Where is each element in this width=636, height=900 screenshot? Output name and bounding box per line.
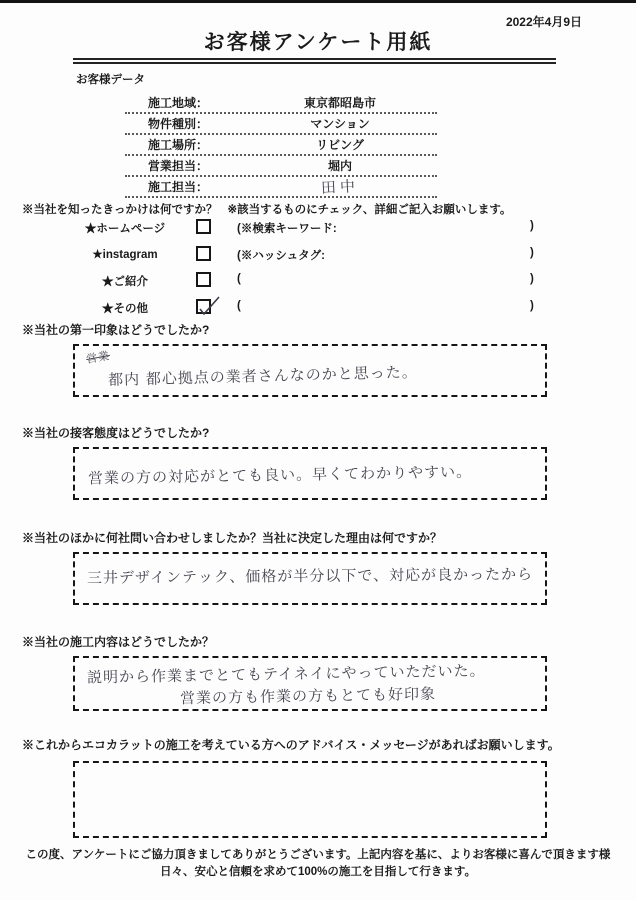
answer-box-decision-reason[interactable]	[73, 552, 547, 605]
scan-edge-line	[0, 0, 636, 3]
option-label: ★instagram	[92, 249, 158, 261]
other-checkbox[interactable]	[196, 299, 211, 314]
question-service-attitude: ※当社の接客態度はどうでしたか?	[22, 426, 210, 440]
answer-box-first-impression[interactable]	[73, 344, 547, 397]
option-detail-close: )	[530, 220, 534, 232]
question-construction-content: ※当社の施工内容はどうでしたか？	[22, 635, 215, 649]
page-title: お客様アンケート用紙	[203, 31, 433, 54]
form-date: 2022年4月9日	[505, 15, 582, 29]
handwritten-answer: 営業の方の対応がとても良い。早くてわかりやすい。	[87, 462, 473, 488]
title-double-rule	[73, 58, 556, 64]
referral-question: ※当社を知ったきっかけは何ですか？	[22, 204, 218, 216]
field-value: 東京都昭島市	[303, 96, 376, 110]
field-value: 堀内	[327, 159, 352, 173]
field-row-property-type	[125, 114, 437, 135]
introduction-checkbox[interactable]	[196, 272, 211, 287]
option-detail-close: )	[530, 247, 534, 259]
field-row-installer	[125, 177, 437, 198]
answer-box-advice-message-empty[interactable]	[73, 761, 547, 838]
question-advice-message: ※これからエコカラットの施工を考えている方へのアドバイス・メッセージがあればお願いします。	[22, 738, 560, 752]
option-detail-prefix: (※ハッシュタグ:	[237, 250, 325, 262]
customer-data-table	[125, 93, 437, 198]
referral-option-other	[0, 299, 636, 321]
field-label: 施工場所：	[148, 138, 209, 152]
field-value: マンション	[310, 117, 370, 131]
referral-instruction: ※該当するものにチェック、詳細ご記入お願いします。	[227, 204, 512, 216]
customer-data-heading: お客様データ	[76, 74, 145, 86]
field-row-location	[125, 135, 437, 156]
handwritten-installer-name: 田中	[320, 177, 360, 197]
footer-line-1: この度、アンケートにご協力頂きましてありがとうございます。上記内容を基に、よりお客様に喜んで頂きます様	[25, 849, 611, 861]
option-label: ★ホームページ	[84, 223, 166, 235]
answer-box-service-attitude[interactable]	[73, 447, 547, 500]
referral-option-introduction	[0, 272, 636, 294]
question-decision-reason: ※当社のほかに何社問い合わせしましたか？当社に決定した理由は何ですか？	[22, 531, 443, 545]
option-label: ★その他	[102, 303, 148, 315]
homepage-checkbox[interactable]	[196, 219, 211, 234]
referral-question-heading	[22, 201, 511, 217]
field-label: 施工担当：	[148, 180, 209, 194]
option-label: ★ご紹介	[102, 276, 148, 288]
field-label: 営業担当：	[148, 159, 209, 173]
answer-box-construction-content[interactable]	[73, 656, 547, 711]
field-label: 施工地域：	[148, 96, 209, 110]
handwritten-answer: 都内 都心拠点の業者さんなのかと思った。	[107, 362, 418, 390]
option-detail-prefix: (	[237, 273, 241, 285]
field-label: 物件種別：	[148, 117, 209, 131]
handwritten-answer-line2: 営業の方も作業の方もとても好印象	[179, 684, 437, 708]
handwritten-answer: 三井デザインテック、価格が半分以下で、対応が良かったから	[86, 565, 534, 587]
option-detail-close: )	[530, 273, 534, 285]
option-detail-prefix: (※検索キーワード:	[237, 223, 337, 235]
option-detail-prefix: (	[237, 300, 241, 312]
referral-option-homepage	[0, 219, 636, 241]
footer-line-2: 日々、安心と信頼を求めて100%の施工を目指して行きます。	[160, 866, 476, 878]
option-detail-close: )	[530, 300, 534, 312]
question-first-impression: ※当社の第一印象はどうでしたか?	[22, 323, 210, 337]
field-value: リビング	[316, 138, 364, 152]
referral-option-instagram	[0, 246, 636, 268]
field-row-area	[125, 93, 437, 114]
instagram-checkbox[interactable]	[196, 246, 211, 261]
handwritten-answer-line1: 説明から作業までとてもテイネイにやっていただいた。	[86, 661, 486, 687]
check-icon	[195, 293, 221, 319]
footer-thanks-text	[0, 847, 636, 881]
handwritten-note-crossed-out: 営業	[85, 349, 112, 366]
